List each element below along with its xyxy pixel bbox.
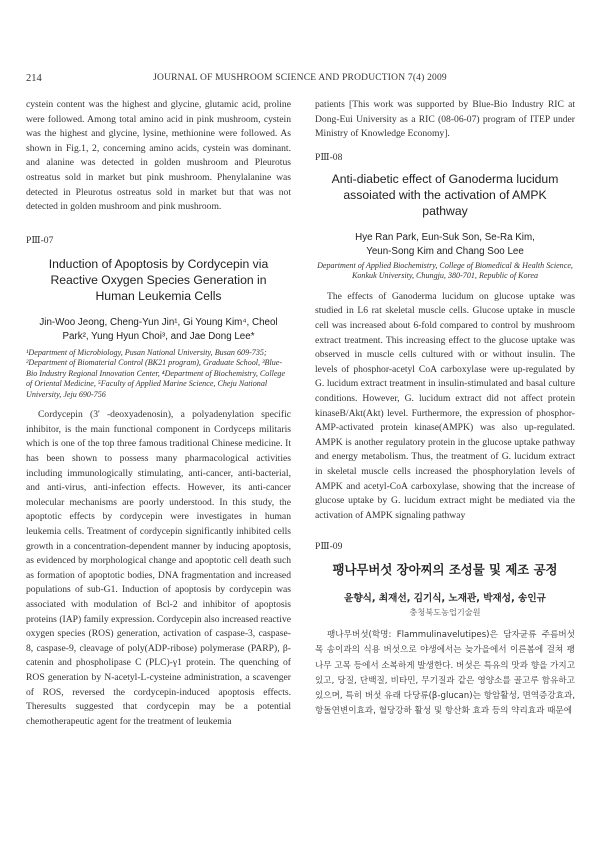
section-code-07: PⅢ-07	[26, 234, 54, 246]
abstract-body-08: The effects of Ganoderma lucidum on glucose uptake was studied in L6 rat skeletal muscle cells. Glucose uptake in muscle cell was increased about 6-fold compared to control by mushroom extract treatment. This increasing effect to the glucose uptake was observed in muscle cells cultured with or without insulin. The levels of phosphor-acetyl CoA carboxylase were up-regulated by G. lucidum extract treatment in insulin-stimulated and basal culture conditions. However, G. lucidum extract did not affect protein kinaseB/Akt(Akt) level. Furthermore, the expression of phosphor-AMP-activated protein kinase(AMPK) was also up-regulated. AMPK is another regulatory protein in the glucose uptake pathway and energy metabolism. Thus, the treatment of G. lucidum extract in skeletal muscle cells increased the phosphorylation levels of AMPK and acetyl-CoA carboxylase, showing that the increase of glucose uptake by G. lucidum extract might be mediated via the activation of AMPK signaling pathway	[315, 290, 575, 521]
section-code-08: PⅢ-08	[315, 151, 343, 163]
authors-line: Yeun-Song Kim and Chang Soo Lee	[366, 245, 524, 257]
continued-paragraph: patients [This work was supported by Blue-Bio Industry RIC at Dong-Eui University as a RIC (08-06-07) program of ITEP under Ministry of Knowledge Economy].	[315, 99, 575, 140]
affiliation-08: Department of Applied Biochemistry, College of Biomedical & Health Science, Konkuk University, Chungju, 380-701, Republic of Korea	[317, 260, 573, 281]
title-line: assoiated with the activation of AMPK	[343, 187, 547, 202]
title-line: Human Leukemia Cells	[95, 288, 222, 303]
authors-08	[315, 231, 575, 259]
authors-line: Hye Ran Park, Eun-Suk Son, Se-Ra Kim,	[355, 231, 535, 243]
korean-title: 팽나무버섯 장아찌의 조성물 및 제조 공정	[332, 562, 558, 578]
page-number: 214	[26, 73, 42, 84]
korean-body: 팽나무버섯(학명: Flammulinavelutipes)은 담자균류 주름버섯목 송이과의 식용 버섯으로 야생에서는 늦가을에서 이른봄에 걸쳐 팽나무 고목 등에서 소복하게 발생한다. 버섯은 특유의 맛과 향을 가지고 있고, 당질, 단백질, 비타민, 무기질과 같은 영양소를 골고루 함유하고 있으며, 특히 버섯 유래 다당류(β-glucan)는 항암활성, 면역증강효과, 항돌연변이효과, 혈당강하 활성 및 항산화 효과 등의 약리효과 때문에	[315, 630, 575, 717]
article-title-07	[26, 256, 291, 304]
authors-line: Park², Yung Hyun Choi³, and Jae Dong Lee*	[62, 330, 255, 342]
article-title-08	[315, 171, 575, 219]
korean-affiliation: 충청북도농업기술원	[409, 607, 481, 618]
journal-title: JOURNAL OF MUSHROOM SCIENCE AND PRODUCTION 7(4) 2009	[153, 73, 447, 83]
authors-07	[26, 316, 291, 344]
section-code-09: PⅢ-09	[315, 541, 343, 553]
title-line: pathway	[422, 203, 468, 218]
page-header	[26, 73, 574, 87]
title-line: Induction of Apoptosis by Cordycepin via	[48, 256, 269, 271]
korean-authors: 윤향식, 최재선, 김기식, 노재관, 박재성, 송인규	[344, 593, 546, 605]
title-line: Reactive Oxygen Species Generation in	[50, 272, 267, 287]
intro-paragraph: cystein content was the highest and glycine, glutamic acid, proline were followed. Among total amino acid in pink mushroom, cystein was the highest and glycine, lysine, methionine were followed. As shown in Fig.1, 2, concerning amino acids, cystein was dominant. and alanine was detected in golden mushroom and Pleurotus ostreatus sold in market but pink mushroom. Phenylalanine was detected in Pleurotus ostreatus sold in market but that was not detected in golden mushroom and pink mushroom.	[26, 99, 291, 213]
right-column	[315, 98, 575, 720]
left-column	[26, 98, 291, 729]
affiliation-07: ¹Department of Microbiology, Pusan National University, Busan 609-735; ²Department of Biomaterial Control (BK21 program), Graduate School, ³Blue-Bio Industry Regional Innovation Center, ⁴Department of Biochemistry, College of Oriental Medicine, ⁵Faculty of Applied Marine Science, Cheju National University, Jeju 690-756	[26, 347, 286, 399]
title-line: Anti-diabetic effect of Ganoderma lucidum	[331, 171, 559, 186]
authors-line: Jin-Woo Jeong, Cheng-Yun Jin¹, Gi Young Kim⁴, Cheol	[39, 316, 278, 328]
abstract-body-07: Cordycepin (3' -deoxyadenosin), a polyadenylation specific inhibitor, is the main functional component in Cordyceps militaris which is one of the top three famous traditional Chinese medicine. It has been shown to possess many pharmacological activities including immunologically stimulating, anti-cancer, anti-bacterial, and anti-virus, anti-infection effects. However, its anti-cancer molecular mechanisms are poorly understood. In this study, the apoptotic effects by cordycepin were investigates in human leukemia cells. Treatment of cordycepin significantly inhibited cells growth in a concentration-dependent manner by inducing apoptosis, as evidenced by morphological change and apoptotic cell death such as formation of apoptotic bodies, DNA fragmentation and increased populations of sub-G1. Induction of apoptosis by cordycepin was associated with modulation of Bcl-2 and inhibitor of apoptosis proteins (IAP) family expression. Cordycepin also increased reactive oxygen species (ROS) generation, activation of caspase-3, caspase-8, caspase-9, cleavage of poly(ADP-ribose) polymerase (PARP), β-catenin and phospholipase C (PLC)-γ1 protein. The quenching of ROS generation by N-acetyl-L-cysteine administration, a scavenger of ROS, reversed the cordycepin-induced apoptosis effects. Theresults suggested that cordycepin may be a potential chemotherapeutic agent for the treatment of leukemia	[26, 409, 291, 727]
